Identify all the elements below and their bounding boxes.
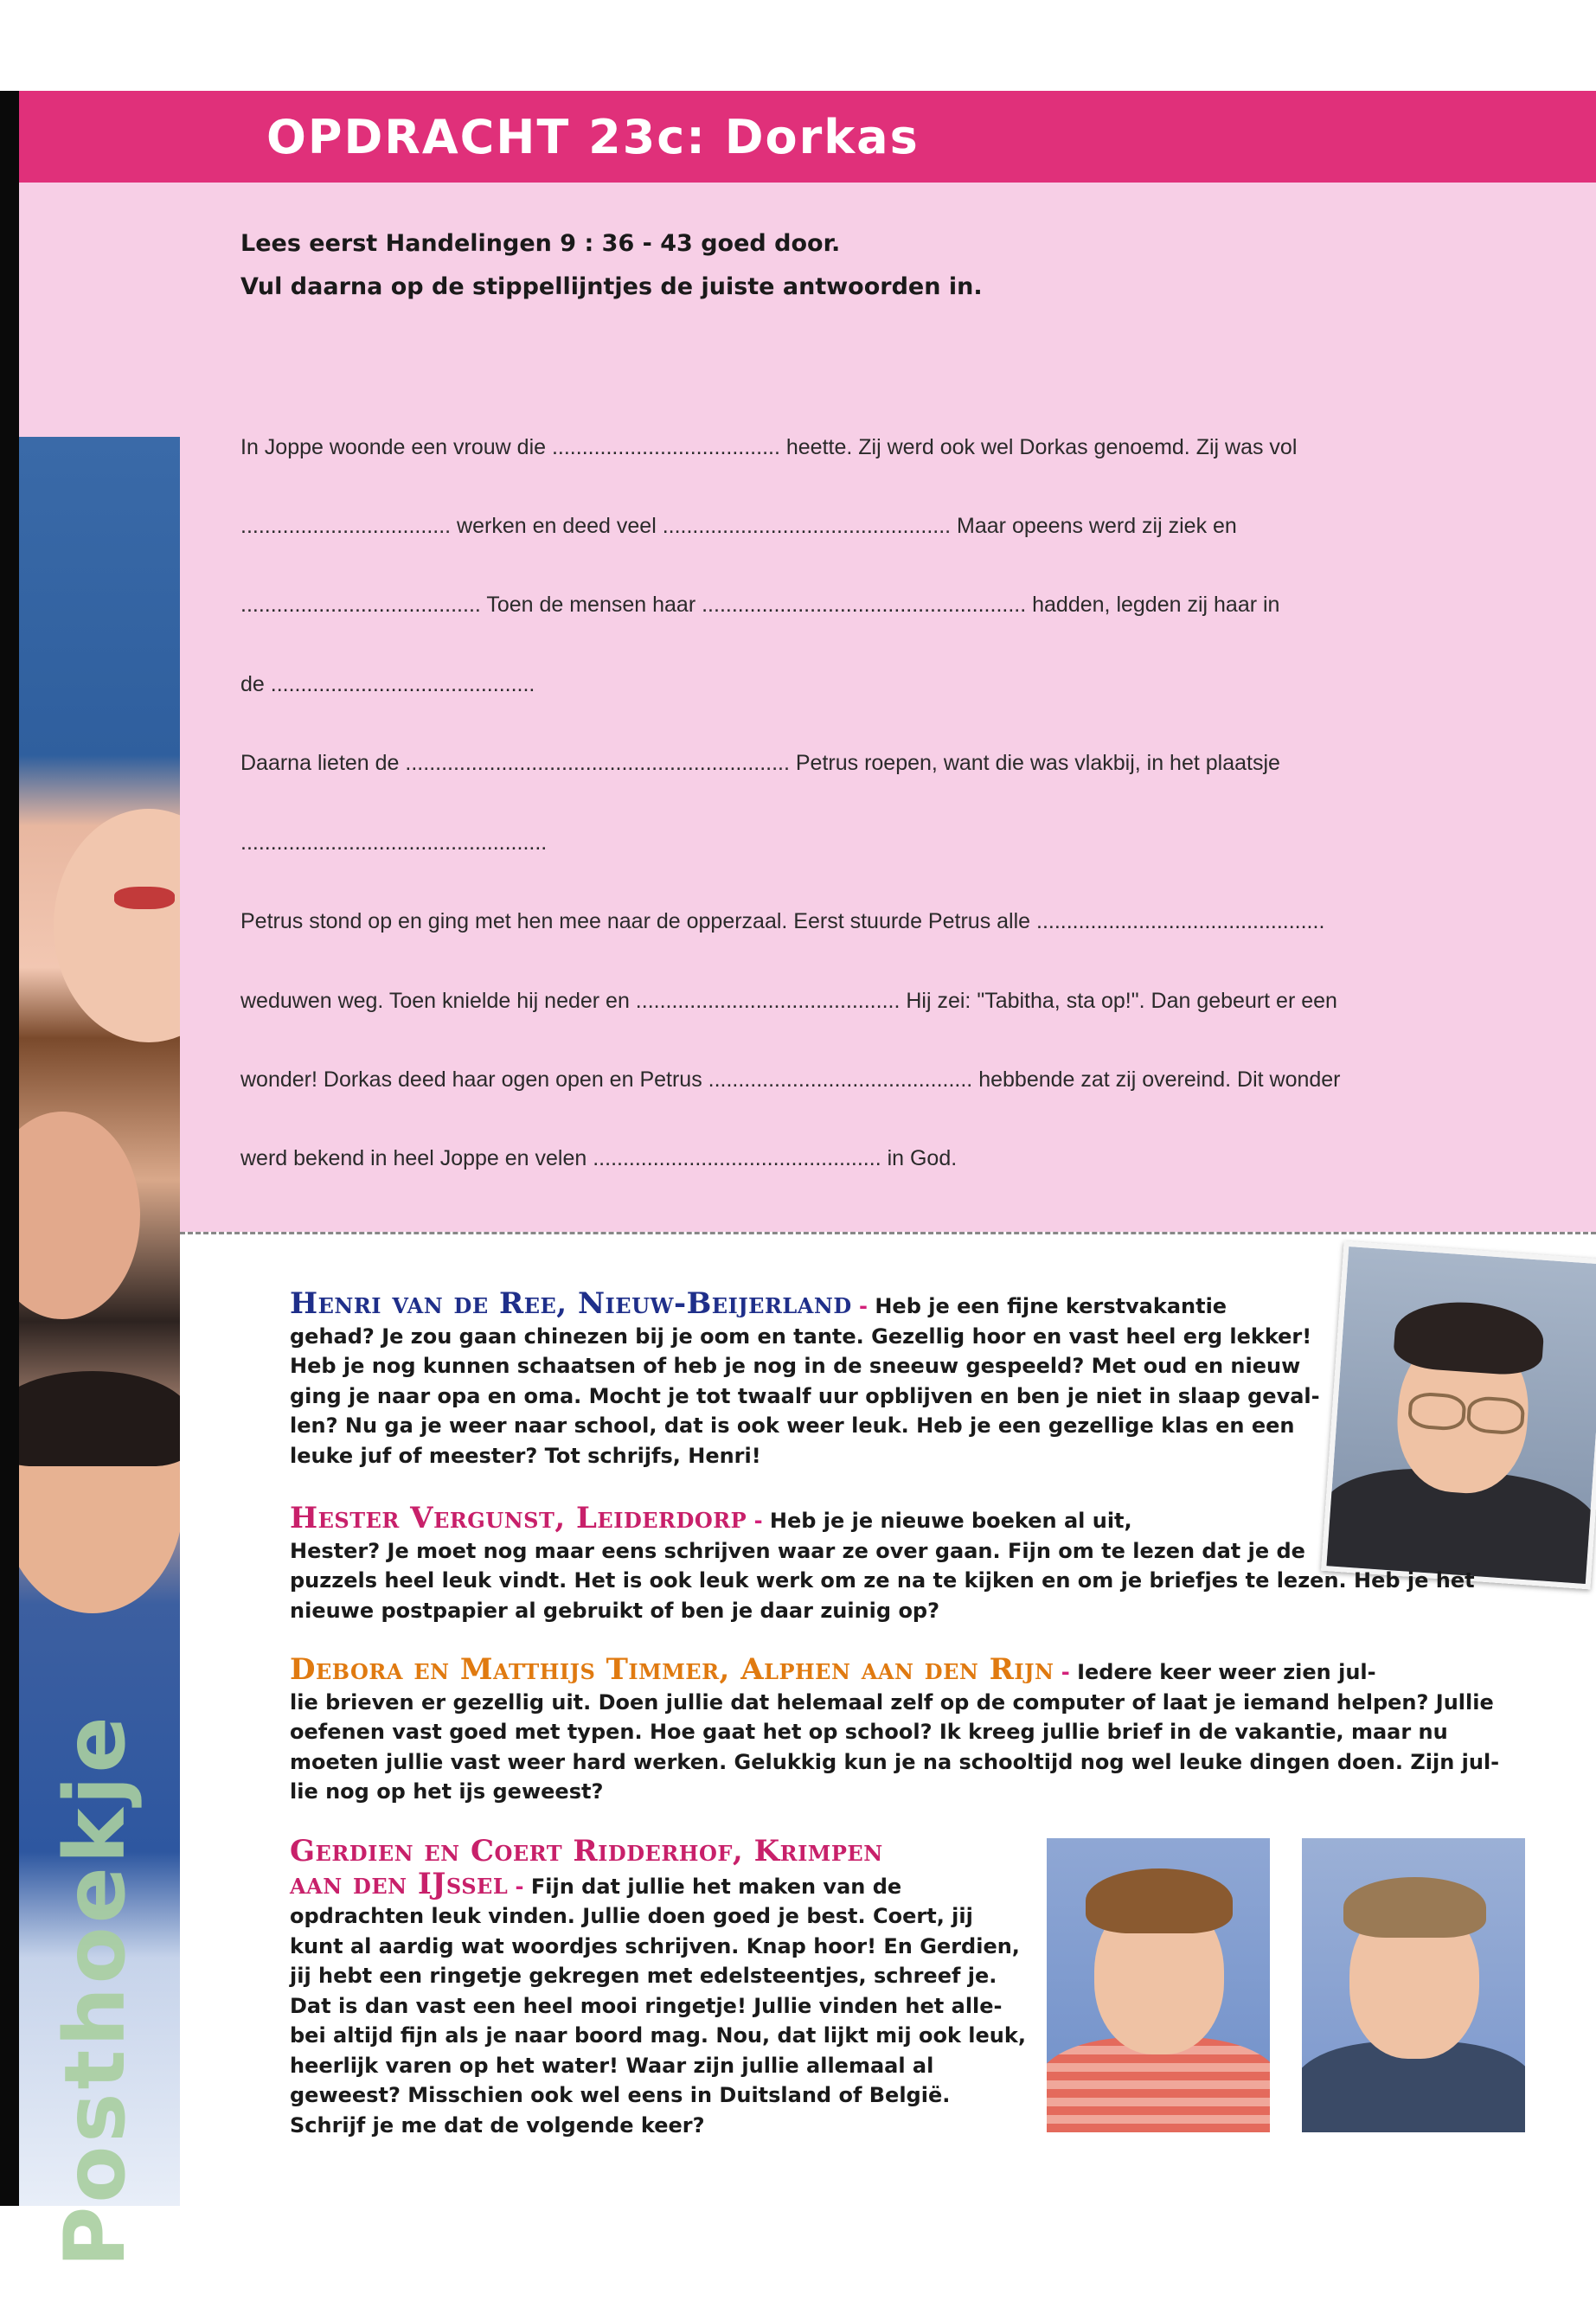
letter-hester-line-3: puzzels heel leuk vindt. Het is ook leuk werk om ze na te kijken en om je briefjes te lezen. Heb je het <box>290 1568 1475 1593</box>
letter-hester-separator: - <box>747 1509 770 1533</box>
letter-gerdien-separator: - <box>508 1874 531 1899</box>
letter-henri-name: Henri van de Ree, Nieuw-Beijerland <box>290 1286 852 1321</box>
child-face-2 <box>19 1112 140 1319</box>
posthoekje-vertical-title: Posthoekje <box>47 1713 144 2267</box>
fill-line-3[interactable]: ........................................ Toen de mensen haar ...................................................... hadden, legden zij haar in <box>240 593 1280 617</box>
letter-debora-line-3: oefenen vast goed met typen. Hoe gaat het op school? Ik kreeg jullie brief in de vakantie, maar nu <box>290 1720 1448 1744</box>
letter-gerdien-line-7: heerlijk varen op het water! Waar zijn jullie allemaal al <box>290 2053 934 2078</box>
letter-hester-name: Hester Vergunst, Leiderdorp <box>290 1501 747 1535</box>
letter-henri-separator: - <box>851 1294 875 1318</box>
fill-line-7[interactable]: Petrus stond op en ging met hen mee naar de opperzaal. Eerst stuurde Petrus alle ................................................ <box>240 909 1325 933</box>
letter-gerdien-coert <box>290 1836 1051 2140</box>
letter-gerdien-line-9: Schrijf je me dat de volgende keer? <box>290 2112 705 2138</box>
glasses-right-icon <box>1466 1395 1526 1436</box>
letter-debora-separator: - <box>1054 1660 1078 1684</box>
letter-debora-line-5: lie nog op het ijs geweest? <box>290 1779 604 1804</box>
letter-gerdien-line-6: bei altijd fijn als je naar boord mag. Nou, dat lijkt mij ook leuk, <box>290 2023 1026 2048</box>
child-smile-1 <box>114 887 175 909</box>
child-hair-3 <box>19 1371 180 1466</box>
letter-henri-line-1: Heb je een fijne kerstvakantie <box>875 1294 1227 1318</box>
letter-debora-line-2: lie brieven er gezellig uit. Doen jullie dat helemaal zelf op de computer of laat je iemand helpen? Jullie <box>290 1689 1494 1715</box>
child-face-1 <box>54 809 180 1042</box>
instruction-line-1: Lees eerst Handelingen 9 : 36 - 43 goed door. <box>240 230 841 257</box>
instruction-line-2: Vul daarna op de stippellijntjes de juiste antwoorden in. <box>240 273 983 300</box>
letter-gerdien-line-5: Dat is dan vast een heel mooi ringetje! Jullie vinden het alle- <box>290 1993 1003 2018</box>
photo-henri-hair <box>1393 1298 1546 1377</box>
fill-line-9[interactable]: wonder! Dorkas deed haar ogen open en Petrus ............................................ hebbende zat zij overeind. Dit wonder <box>240 1067 1341 1092</box>
letter-gerdien-line-2: opdrachten leuk vinden. Jullie doen goed je best. Coert, jij <box>290 1904 973 1928</box>
header-title: OPDRACHT 23c: Dorkas <box>266 110 920 164</box>
letter-gerdien-line-4: jij hebt een ringetje gekregen met edelsteentjes, schreef je. <box>290 1964 997 1988</box>
letter-gerdien-name-line-2: aan den IJssel <box>290 1866 509 1901</box>
photo-gerdien <box>1047 1838 1270 2132</box>
letter-debora-line-1: Iedere keer weer zien jul- <box>1077 1660 1376 1684</box>
fill-line-2[interactable]: ................................... werken en deed veel ................................................ Maar opeens werd zij ziek en <box>240 514 1237 538</box>
letter-henri <box>290 1286 1345 1471</box>
glasses-left-icon <box>1407 1391 1467 1432</box>
letter-henri-line-2: gehad? Je zou gaan chinezen bij je oom en tante. Gezellig hoor en vast heel erg lekker! <box>290 1324 1312 1349</box>
letter-hester <box>290 1503 1518 1625</box>
letter-gerdien-line-3: kunt al aardig wat woordjes schrijven. Knap hoor! En Gerdien, <box>290 1933 1020 1958</box>
letter-gerdien-line-8: geweest? Misschien ook wel eens in Duitsland of België. <box>290 2083 951 2107</box>
left-edge-bar <box>0 91 19 2206</box>
fill-line-4[interactable]: de ............................................ <box>240 672 535 696</box>
fill-line-8[interactable]: weduwen weg. Toen knielde hij neder en ............................................ Hij zei: "Tabitha, sta op!". Dan gebeurt er een <box>240 989 1337 1013</box>
section-divider <box>180 1232 1596 1234</box>
letter-gerdien-name-line-1: Gerdien en Coert Ridderhof, Krimpen <box>290 1834 883 1868</box>
letter-debora-matthijs <box>290 1652 1535 1807</box>
letter-hester-line-4: nieuwe postpapier al gebruikt of ben je daar zuinig op? <box>290 1598 940 1623</box>
fill-line-1[interactable]: In Joppe woonde een vrouw die ...................................... heette. Zij werd ook wel Dorkas genoemd. Zij was vol <box>240 435 1298 459</box>
letter-hester-line-2: Hester? Je moet nog maar eens schrijven waar ze over gaan. Fijn om te lezen dat je de <box>290 1538 1305 1563</box>
header-banner <box>19 91 1596 183</box>
fill-line-10[interactable]: werd bekend in heel Joppe en velen ................................................ in God. <box>240 1146 958 1170</box>
letter-henri-line-6: leuke juf of meester? Tot schrijfs, Henri! <box>290 1443 761 1468</box>
letter-debora-name: Debora en Matthijs Timmer, Alphen aan den Rijn <box>290 1652 1054 1687</box>
letter-henri-line-5: len? Nu ga je weer naar school, dat is ook weer leuk. Heb je een gezellige klas en een <box>290 1413 1295 1438</box>
fill-line-6[interactable]: ................................................... <box>240 830 548 855</box>
letter-henri-line-4: ging je naar opa en oma. Mocht je tot twaalf uur opblijven en ben je niet in slaap geval- <box>290 1383 1320 1408</box>
photo-coert <box>1302 1838 1525 2132</box>
letter-gerdien-line-1: Fijn dat jullie het maken van de <box>530 1874 902 1899</box>
letter-hester-line-1: Heb je je nieuwe boeken al uit, <box>769 1509 1132 1533</box>
letter-debora-line-4: moeten jullie vast weer hard werken. Gelukkig kun je na schooltijd nog wel leuke dingen doen. Zijn jul- <box>290 1749 1500 1774</box>
letter-henri-line-3: Heb je nog kunnen schaatsen of heb je nog in de sneeuw gespeeld? Met oud en nieuw <box>290 1354 1301 1378</box>
photo-gerdien-hair <box>1086 1868 1233 1933</box>
fill-line-5[interactable]: Daarna lieten de ................................................................ Petrus roepen, want die was vlakbij, in het plaatsje <box>240 751 1280 775</box>
photo-coert-hair <box>1343 1877 1486 1938</box>
